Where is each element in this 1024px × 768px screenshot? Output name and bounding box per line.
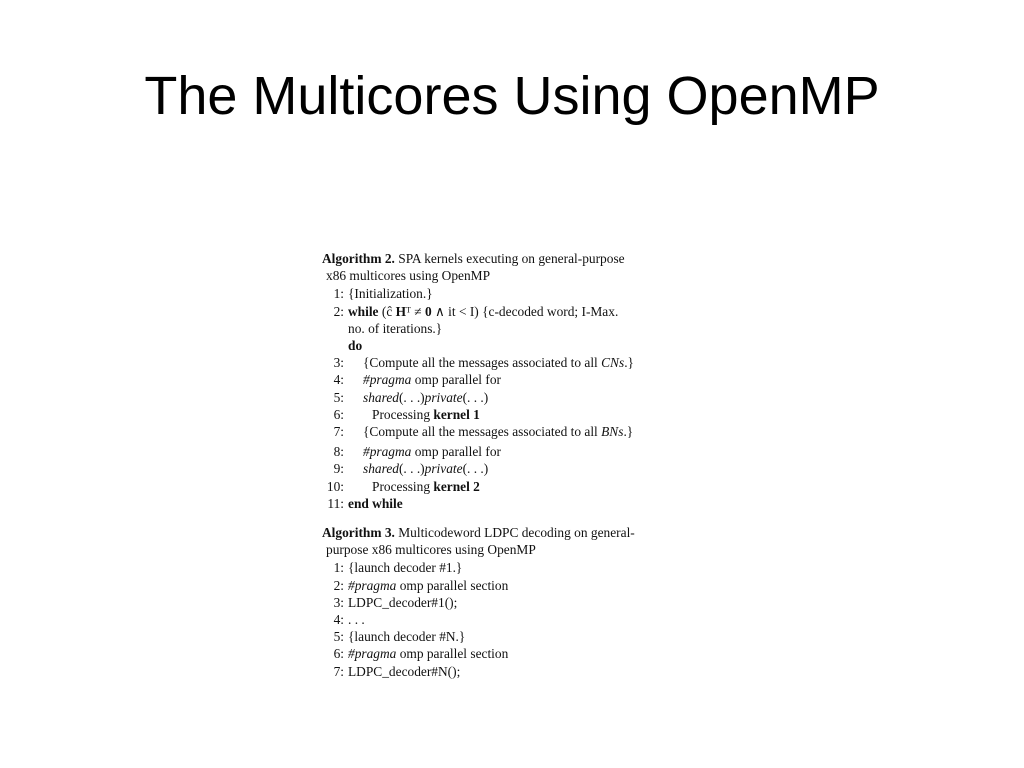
- code-token: {Compute all the messages associated to all: [363, 424, 602, 440]
- code-token: LDPC_decoder#1();: [348, 594, 458, 610]
- algorithm-line: [318, 628, 690, 645]
- code-token: shared: [363, 461, 399, 477]
- code-token: #pragma: [348, 577, 397, 593]
- code-token: CNs: [601, 355, 625, 371]
- line-number: [318, 337, 348, 354]
- algorithm-3-label: Algorithm 3.: [322, 525, 395, 541]
- line-number: 2:: [333, 303, 344, 319]
- algorithm-line: [318, 406, 690, 423]
- line-number: 1:: [333, 286, 344, 302]
- algorithm-line: [318, 611, 690, 628]
- code-token: (. . .): [462, 461, 489, 477]
- code-token: private: [424, 389, 463, 405]
- code-token: #pragma: [363, 444, 412, 460]
- code-token: #pragma: [348, 646, 397, 662]
- line-code: [348, 371, 501, 388]
- algorithm-line: [318, 645, 690, 662]
- code-token: .}: [623, 424, 634, 440]
- algorithm-2-caption: [318, 250, 690, 284]
- line-code: [348, 559, 462, 576]
- algorithm-line: [318, 371, 690, 388]
- line-number: 1:: [333, 560, 344, 576]
- code-token: LDPC_decoder#N();: [348, 663, 461, 679]
- line-number: 3:: [333, 355, 344, 371]
- code-token: while: [348, 303, 379, 319]
- code-token: {Initialization.}: [348, 286, 433, 302]
- code-token: Processing: [372, 478, 434, 494]
- line-code: [348, 495, 403, 512]
- code-token: BNs: [601, 424, 624, 440]
- algorithm-2-caption-cont: x86 multicores using OpenMP: [326, 268, 491, 284]
- line-code: [348, 594, 457, 611]
- slide-title: The Multicores Using OpenMP: [144, 66, 880, 126]
- algorithm-3-caption-text: Multicodeword LDPC decoding on general-: [394, 525, 635, 541]
- code-token: #pragma: [363, 372, 412, 388]
- line-number: 6:: [333, 406, 344, 422]
- line-number: 8:: [333, 444, 344, 460]
- line-number: 11:: [327, 495, 344, 511]
- algorithm-line: [318, 478, 690, 495]
- code-token: (. . .): [398, 389, 425, 405]
- code-token: ᵀ ≠: [406, 303, 425, 319]
- code-token: (. . .): [462, 389, 489, 405]
- line-number: 6:: [333, 646, 344, 662]
- line-number: 4:: [333, 372, 344, 388]
- algorithm-figure: [318, 250, 690, 680]
- algorithm-2-label: Algorithm 2.: [322, 251, 395, 266]
- line-number: 4:: [333, 612, 344, 628]
- code-token: {launch decoder #1.}: [348, 560, 463, 576]
- line-code: [348, 611, 365, 628]
- algorithm-2: [318, 250, 690, 512]
- line-code: [348, 354, 634, 371]
- line-number: 5:: [333, 389, 344, 405]
- code-token: {Compute all the messages associated to all: [363, 355, 602, 371]
- line-number: 3:: [333, 594, 344, 610]
- line-number: 5:: [333, 629, 344, 645]
- line-code: [348, 628, 465, 645]
- algorithm-line: [318, 559, 690, 576]
- algorithm-2-caption-text: SPA kernels executing on general-purpose: [394, 251, 625, 266]
- line-number: 7:: [333, 424, 344, 440]
- code-token: (ĉ: [378, 303, 396, 319]
- algorithm-line: [318, 460, 690, 477]
- algorithm-line: [318, 337, 690, 354]
- line-code: [348, 423, 633, 440]
- algorithm-3: [318, 524, 690, 680]
- line-code: [348, 460, 488, 477]
- code-token: no. of iterations.}: [348, 320, 443, 336]
- line-code: [348, 443, 501, 460]
- code-token: omp parallel section: [396, 646, 509, 662]
- code-token: H: [395, 303, 407, 319]
- line-code: [348, 645, 508, 662]
- code-token: {launch decoder #N.}: [348, 629, 466, 645]
- code-token: end while: [348, 495, 403, 511]
- code-token: . . .: [348, 612, 365, 628]
- algorithm-line: [318, 495, 690, 512]
- code-token: shared: [363, 389, 399, 405]
- algorithm-line: [318, 389, 690, 406]
- algorithm-line: [318, 303, 690, 320]
- algorithm-2-lines: [318, 285, 690, 512]
- code-token: omp parallel for: [411, 372, 501, 388]
- code-token: ∧ it < I) {c-decoded word; I-Max.: [431, 303, 619, 319]
- algorithm-line: [318, 320, 690, 337]
- code-token: kernel 1: [433, 406, 480, 422]
- line-number: 7:: [333, 663, 344, 679]
- line-number: 9:: [333, 461, 344, 477]
- line-number: 10:: [326, 478, 344, 494]
- algorithm-3-lines: [318, 559, 690, 679]
- line-code: [348, 285, 433, 302]
- algorithm-3-caption: [318, 524, 690, 558]
- line-code: [348, 389, 488, 406]
- algorithm-line: [318, 443, 690, 460]
- code-token: Processing: [372, 406, 434, 422]
- line-code: [348, 577, 508, 594]
- line-number: [318, 320, 348, 337]
- algorithm-line: [318, 577, 690, 594]
- algorithm-line: [318, 285, 690, 302]
- algorithm-line: [318, 663, 690, 680]
- line-code: [348, 406, 480, 423]
- line-code: [348, 303, 618, 320]
- line-code: [348, 320, 442, 337]
- code-token: omp parallel for: [411, 444, 501, 460]
- line-code: [348, 478, 480, 495]
- algorithm-3-caption-cont: purpose x86 multicores using OpenMP: [326, 542, 536, 558]
- code-token: omp parallel section: [396, 577, 509, 593]
- algorithm-line: [318, 354, 690, 371]
- code-token: private: [424, 461, 463, 477]
- code-token: kernel 2: [433, 478, 480, 494]
- algorithm-line: [318, 423, 690, 440]
- line-code: [348, 663, 460, 680]
- line-code: [348, 337, 362, 354]
- code-token: 0: [424, 303, 432, 319]
- code-token: (. . .): [398, 461, 425, 477]
- code-token: do: [348, 338, 363, 354]
- code-token: .}: [624, 355, 634, 371]
- line-number: 2:: [333, 577, 344, 593]
- algorithm-line: [318, 594, 690, 611]
